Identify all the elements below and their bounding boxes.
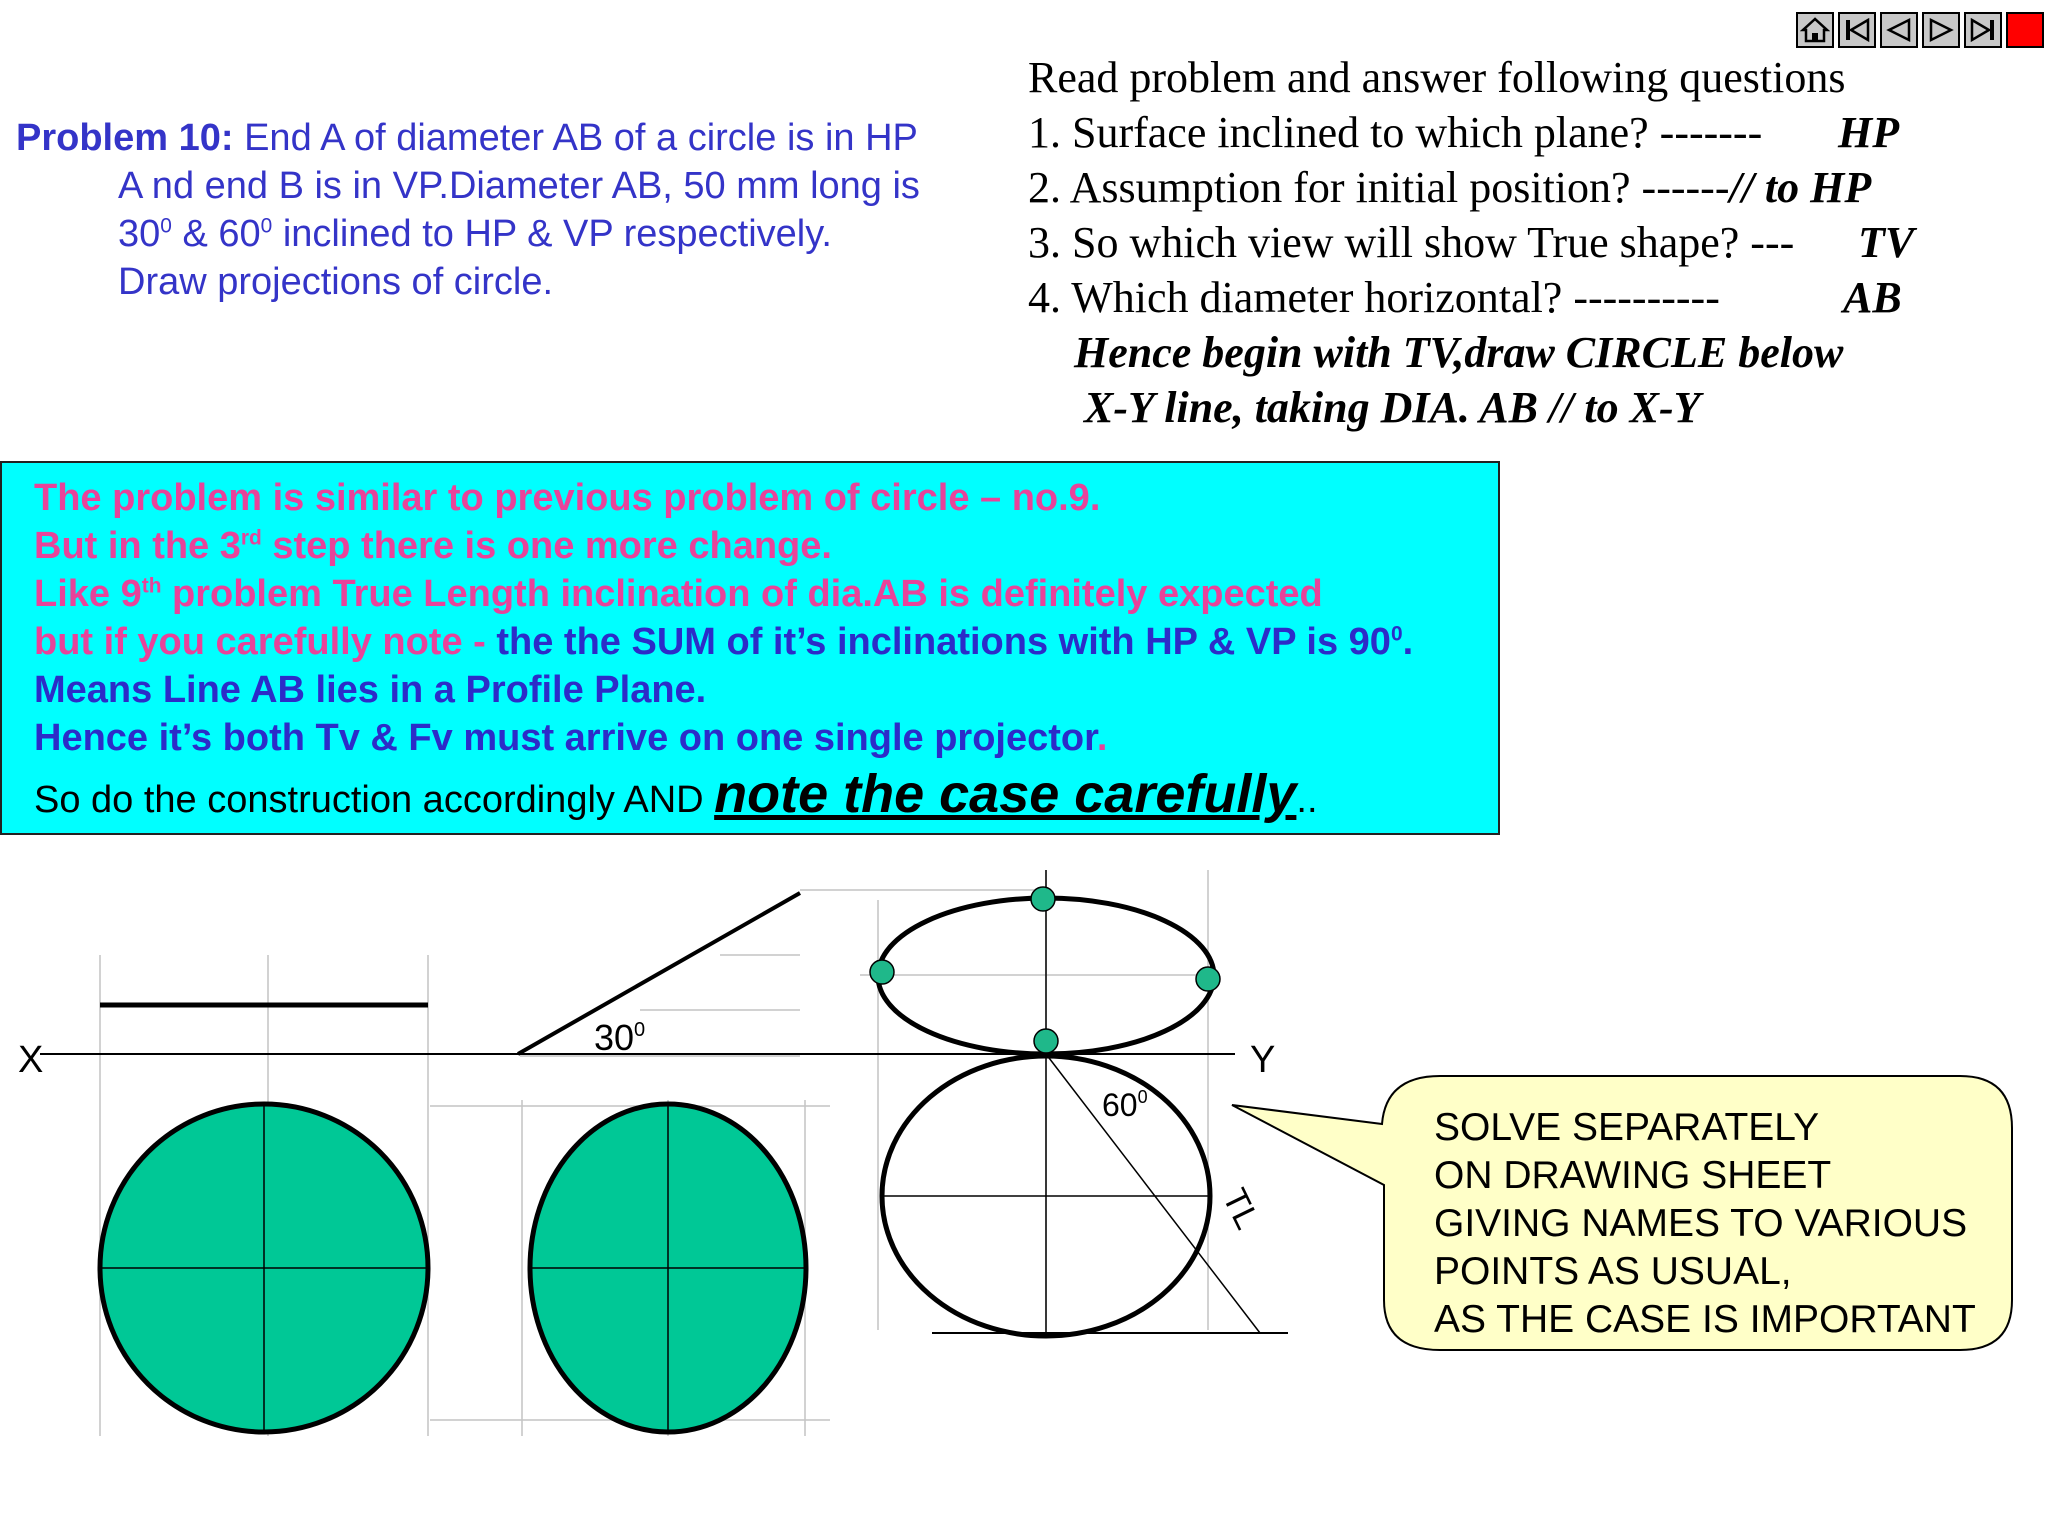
info-text: .. [1296,779,1318,821]
answer-4: AB [1843,273,1902,322]
problem-label: Problem 10: [16,117,234,159]
info-text: step there is one more change. [261,525,832,567]
info-line-5: Means Line AB lies in a Profile Plane. [34,669,707,711]
callout-line-2: ON DRAWING SHEET [1434,1154,1832,1197]
degree-sup: 0 [1137,1087,1148,1107]
info-text: Like 9 [34,573,142,615]
callout-text [1434,1104,1976,1344]
angle-60-value: 60 [1102,1087,1138,1123]
question-1-text: 1. Surface inclined to which plane? ------- [1028,108,1763,157]
angle-30-label [594,1017,645,1058]
degree-sup: 0 [260,214,273,238]
info-text: Hence it’s both Tv & Fv must arrive on one single projector [34,717,1097,759]
angle-60-text: & 60 [171,213,261,255]
problem-text-1: End A of diameter AB of a circle is in HP [233,117,918,159]
callout-line-4: POINTS AS USUAL, [1434,1250,1792,1293]
info-text: . [1402,621,1414,663]
tl-label: TL [1214,1182,1267,1236]
point-marker [870,960,894,984]
info-text: but if you carefully note - [34,621,497,663]
angle-30-text: 30 [118,213,161,255]
callout-line-1: SOLVE SEPARATELY [1434,1106,1820,1149]
question-3-text: 3. So which view will show True shape? --- [1028,218,1795,267]
point-marker [1034,1029,1058,1053]
info-text: So do the construction accordingly AND [34,779,715,821]
x-label: X [18,1039,44,1081]
point-marker [1031,887,1055,911]
problem-line-2: A nd end B is in VP.Diameter AB, 50 mm long is [118,165,920,207]
info-text: . [1096,717,1108,759]
emphasis-text: note the case carefully [714,764,1297,824]
answer-1: HP [1838,108,1900,157]
ordinal-sup: rd [240,526,262,550]
front-view-inclined-line [518,893,800,1054]
ordinal-sup: th [141,574,162,598]
degree-sup: 0 [160,214,172,238]
callout-line-5: AS THE CASE IS IMPORTANT [1434,1298,1976,1341]
angle-60-label [1102,1087,1148,1123]
problem-line-4: Draw projections of circle. [118,261,554,303]
angle-30-value: 30 [594,1017,635,1058]
info-text: But in the 3 [34,525,241,567]
questions-heading: Read problem and answer following questions [1028,53,1846,102]
answer-2: // to HP [1729,163,1872,212]
callout-line-3: GIVING NAMES TO VARIOUS [1434,1202,1968,1245]
degree-sup: 0 [634,1019,646,1041]
note-line-2: X-Y line, taking DIA. AB // to X-Y [1084,383,1701,432]
note-line-1: Hence begin with TV,draw CIRCLE below [1074,328,1844,377]
answer-3: TV [1858,218,1915,267]
problem-text-3: inclined to HP & VP respectively. [272,213,832,255]
degree-sup: 0 [1390,622,1403,646]
info-text: problem True Length inclination of dia.AB is definitely expected [161,573,1323,615]
info-line-1: The problem is similar to previous problem of circle – no.9. [34,477,1101,519]
question-4-text: 4. Which diameter horizontal? ---------- [1028,273,1720,322]
info-text: the the SUM of it’s inclinations with HP & VP is 90 [496,621,1391,663]
point-marker [1196,967,1220,991]
y-label: Y [1250,1039,1276,1081]
question-2-text: 2. Assumption for initial position? ------ [1028,163,1730,212]
